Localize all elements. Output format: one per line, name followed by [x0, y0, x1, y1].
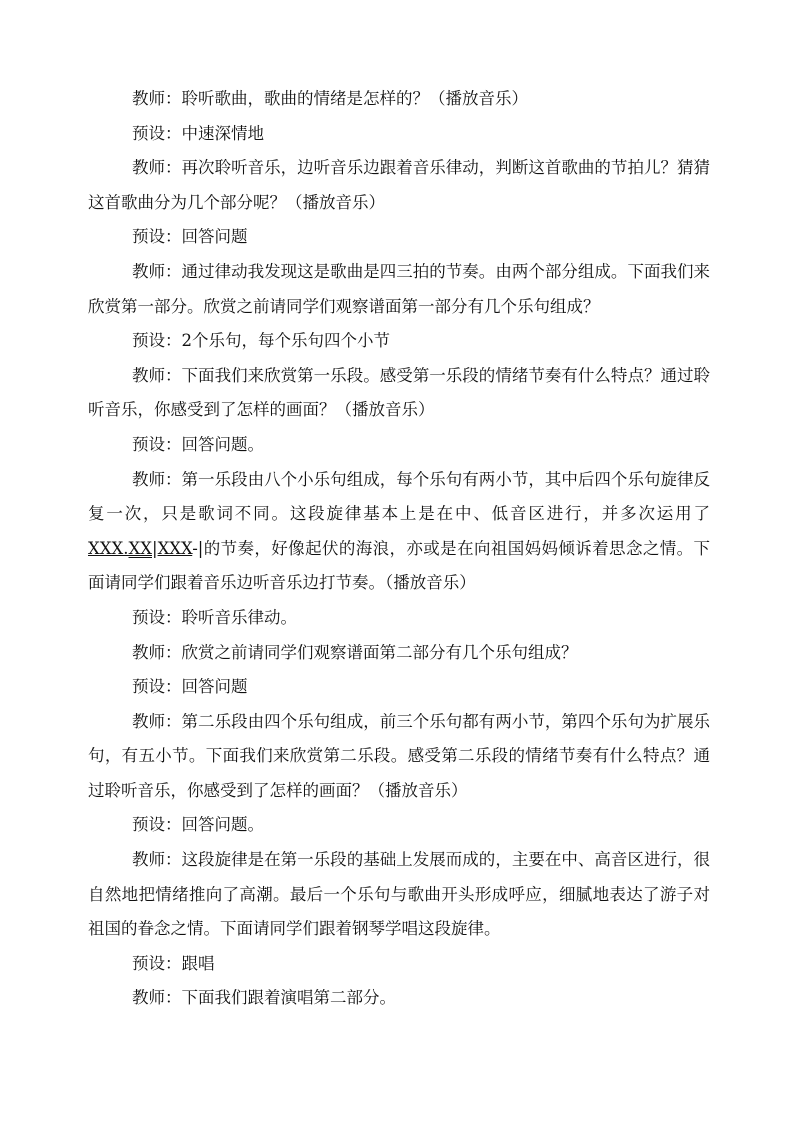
paragraph: 预设：2个乐句，每个乐句四个小节	[132, 331, 390, 351]
rhythm-notation-part: |	[152, 538, 158, 558]
paragraph: 预设：回答问题。	[132, 434, 264, 454]
rhythm-text-before: 教师：第一乐段由八个小乐句组成，每个乐句有两小节，其中后四个乐句旋律反复一次，只是歌词不同。这段旋律基本上是在中、低音区进行，并多次运用了	[88, 469, 710, 524]
paragraph: 教师：下面我们来欣赏第一乐段。感受第一乐段的情绪节奏有什么特点？通过聆听音乐，你感受到了怎样的画面？（播放音乐）	[88, 365, 710, 420]
rhythm-notation-part: XX	[128, 538, 152, 558]
paragraph: 教师：再次聆听音乐，边听音乐边跟着音乐律动，判断这首歌曲的节拍儿？猜猜这首歌曲分为几个部分呢？（播放音乐）	[88, 158, 710, 212]
paragraph: 预设：回答问题。	[132, 815, 264, 835]
paragraph: 预设：回答问题	[132, 677, 248, 697]
rhythm-text-after: 的节奏，好像起伏的海浪，亦或是在向祖国妈妈倾诉着思念之情。下面请同学们跟着音乐边听音乐边打节奏。（播放音乐）	[88, 538, 710, 593]
rhythm-notation	[88, 539, 203, 558]
rhythm-notation-part: XXX	[157, 538, 193, 558]
rhythm-paragraph	[88, 463, 710, 601]
paragraph: 教师：通过律动我发现这是歌曲是四三拍的节奏。由两个部分组成。下面我们来欣赏第一部分。欣赏之前请同学们观察谱面第一部分有几个乐句组成？	[88, 261, 710, 316]
paragraph: 教师：第二乐段由四个乐句组成，前三个乐句都有两小节，第四个乐句为扩展乐句，有五小节。下面我们来欣赏第二乐段。感受第二乐段的情绪节奏有什么特点？通过聆听音乐，你感受到了怎样的画面？（播放音乐）	[88, 711, 710, 800]
rhythm-notation-part: -|	[192, 538, 204, 558]
paragraph: 教师：聆听歌曲，歌曲的情绪是怎样的？（播放音乐）	[132, 89, 528, 108]
paragraph: 教师：欣赏之前请同学们观察谱面第二部分有几个乐句组成？	[132, 642, 578, 662]
paragraph: 预设：跟唱	[132, 953, 215, 973]
rhythm-notation-part: XXX.	[88, 538, 129, 558]
paragraph: 预设：聆听音乐律动。	[132, 607, 297, 627]
document-body	[88, 82, 710, 1016]
paragraph: 预设：中速深情地	[132, 123, 264, 143]
paragraph: 教师：这段旋律是在第一乐段的基础上发展而成的，主要在中、高音区进行，很自然地把情绪推向了高潮。最后一个乐句与歌曲开头形成呼应，细腻地表达了游子对祖国的眷念之情。下面请同学们跟着钢琴学唱这段旋律。	[88, 850, 710, 939]
paragraph: 教师：下面我们跟着演唱第二部分。	[132, 988, 396, 1008]
paragraph: 预设：回答问题	[132, 227, 248, 247]
